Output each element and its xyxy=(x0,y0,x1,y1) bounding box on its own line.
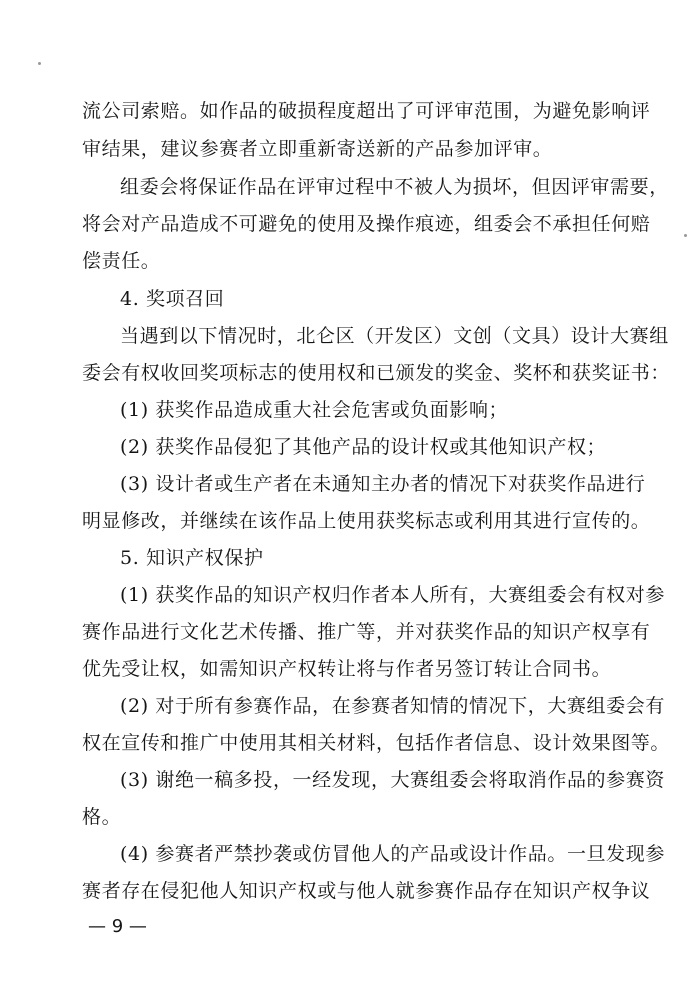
body-line: 组委会将保证作品在评审过程中不被人为损坏，但因评审需要， xyxy=(120,176,669,198)
body-line: 将会对产品造成不可避免的使用及操作痕迹，组委会不承担任何赔 xyxy=(82,213,651,235)
body-line: 流公司索赔。如作品的破损程度超出了可评审范围，为避免影响评 xyxy=(82,100,651,122)
body-line: 审结果，建议参赛者立即重新寄送新的产品参加评审。 xyxy=(82,138,553,160)
body-line: 委会有权收回奖项标志的使用权和已颁发的奖金、奖杯和获奖证书： xyxy=(82,362,671,384)
body-line: 权在宣传和推广中使用其相关材料，包括作者信息、设计效果图等。 xyxy=(82,732,671,754)
body-line: 格。 xyxy=(82,806,122,828)
body-line: 偿责任。 xyxy=(82,250,161,272)
list-item: (1) 获奖作品的知识产权归作者本人所有，大赛组委会有权对参 xyxy=(120,584,665,606)
section-heading: 5. 知识产权保护 xyxy=(120,547,264,569)
body-line: 明显修改，并继续在该作品上使用获奖标志或利用其进行宣传的。 xyxy=(82,510,651,532)
body-line: 优先受让权，如需知识产权转让将与作者另签订转让合同书。 xyxy=(82,658,612,680)
section-heading: 4. 奖项召回 xyxy=(120,288,225,310)
list-item: (3) 设计者或生产者在未通知主办者的情况下对获奖作品进行 xyxy=(120,473,646,495)
list-item: (2) 获奖作品侵犯了其他产品的设计权或其他知识产权； xyxy=(120,436,607,458)
body-line: 当遇到以下情况时，北仑区（开发区）文创（文具）设计大赛组 xyxy=(120,325,669,347)
list-item: (1) 获奖作品造成重大社会危害或负面影响； xyxy=(120,399,509,421)
list-item: (3) 谢绝一稿多投，一经发现，大赛组委会将取消作品的参赛资 xyxy=(120,769,665,791)
body-line: 赛作品进行文化艺术传播、推广等，并对获奖作品的知识产权享有 xyxy=(82,621,651,643)
list-item: (2) 对于所有参赛作品，在参赛者知情的情况下，大赛组委会有 xyxy=(120,695,665,717)
scan-speck xyxy=(38,62,41,65)
list-item: (4) 参赛者严禁抄袭或仿冒他人的产品或设计作品。一旦发现参 xyxy=(120,843,665,865)
scan-speck xyxy=(684,234,687,237)
page-number: — 9 — xyxy=(88,916,147,937)
body-line: 赛者存在侵犯他人知识产权或与他人就参赛作品存在知识产权争议 xyxy=(82,880,651,902)
